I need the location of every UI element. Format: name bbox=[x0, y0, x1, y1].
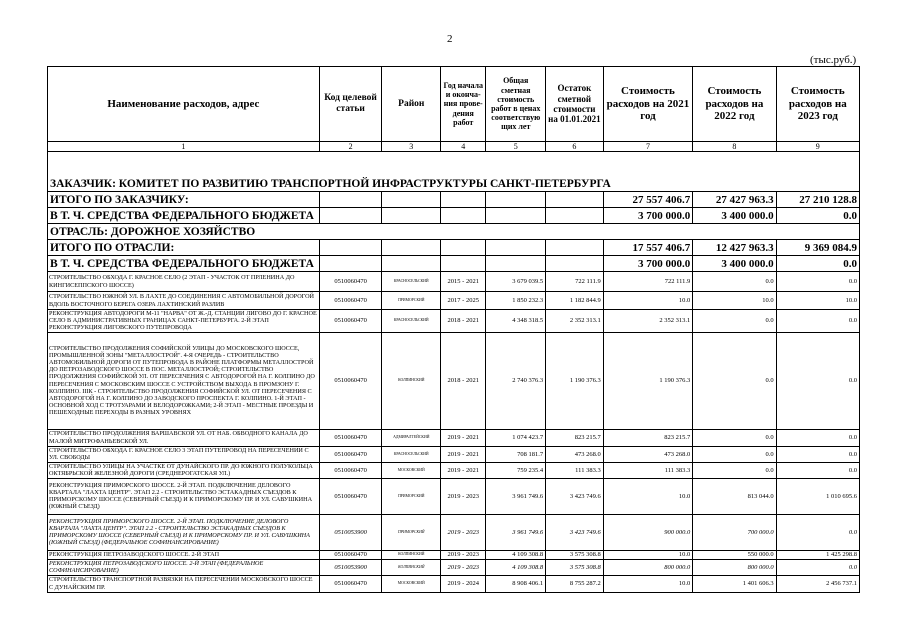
section-row bbox=[48, 176, 860, 192]
row-district: КРАСНОСЕЛЬСКИЙ bbox=[382, 272, 441, 292]
col-index: 5 bbox=[486, 142, 546, 152]
row-total-cost: 708 181.7 bbox=[486, 446, 546, 462]
section-y2023-value: 27 210 128.8 bbox=[776, 192, 859, 208]
page-number: 2 bbox=[447, 33, 453, 45]
row-cost-2021: 722 111.9 bbox=[603, 272, 693, 292]
row-name: РЕКОНСТРУКЦИЯ АВТОДОРОГИ М-11 "НАРВА" ОТ Ж.-Д. СТАНЦИИ ЛИГОВО ДО Г. КРАСНОЕ СЕЛО В АДМИНИСТРАТИВНЫХ ГРАНИЦАХ САНКТ-ПЕТЕРБУРГА. 2-Й ЭТАП РЕКОНСТРУКЦИЯ ЛИГОВСКОГО ПУТЕПРОВОДА bbox=[48, 310, 320, 333]
row-years: 2015 - 2021 bbox=[441, 272, 486, 292]
row-code: 0510060470 bbox=[319, 478, 382, 514]
section-y2021-value: 17 557 406.7 bbox=[603, 240, 693, 256]
row-cost-2023: 0.0 bbox=[776, 514, 859, 550]
row-cost-2022: 0.0 bbox=[693, 429, 776, 446]
row-cost-2022: 0.0 bbox=[693, 310, 776, 333]
section-y2021-value: 3 700 000.0 bbox=[603, 256, 693, 272]
table-row bbox=[48, 429, 860, 446]
row-district: КРАСНОСЕЛЬСКИЙ bbox=[382, 446, 441, 462]
row-district: ПРИМОРСКИЙ bbox=[382, 514, 441, 550]
row-remaining-cost: 1 190 376.3 bbox=[546, 332, 604, 429]
header-remain: Остаток сметной стоимости на 01.01.2021 bbox=[546, 67, 604, 142]
empty-cell bbox=[486, 240, 546, 256]
row-total-cost: 2 740 376.3 bbox=[486, 332, 546, 429]
empty-cell bbox=[546, 192, 604, 208]
row-name: СТРОИТЕЛЬСТВО УЛИЦЫ НА УЧАСТКЕ ОТ ДУНАЙСКОГО ПР. ДО ЮЖНОГО ПОЛУКОЛЬЦА ОКТЯБРЬСКОЙ ЖЕЛЕЗНОЙ ДОРОГИ (СРЕДНЕРОГАТСКАЯ УЛ.) bbox=[48, 462, 320, 478]
section-y2022-value: 3 400 000.0 bbox=[693, 256, 776, 272]
section-row bbox=[48, 256, 860, 272]
empty-cell bbox=[319, 256, 382, 272]
row-years: 2019 - 2021 bbox=[441, 429, 486, 446]
section-y2023-value: 0.0 bbox=[776, 256, 859, 272]
empty-cell bbox=[319, 208, 382, 224]
row-cost-2023: 1 010 695.6 bbox=[776, 478, 859, 514]
row-remaining-cost: 3 423 749.6 bbox=[546, 514, 604, 550]
row-years: 2018 - 2021 bbox=[441, 310, 486, 333]
row-district: КОЛПИНСКИЙ bbox=[382, 550, 441, 559]
table-row bbox=[48, 575, 860, 592]
row-years: 2019 - 2023 bbox=[441, 550, 486, 559]
header-2021: Стоимость расходов на 2021 год bbox=[603, 67, 693, 142]
row-cost-2023: 0.0 bbox=[776, 272, 859, 292]
row-total-cost: 4 348 318.5 bbox=[486, 310, 546, 333]
table-row bbox=[48, 332, 860, 429]
row-name: СТРОИТЕЛЬСТВО ПРОДОЛЖЕНИЯ ВАРШАВСКОЙ УЛ. ОТ НАБ. ОБВОДНОГО КАНАЛА ДО МАЛОЙ МИТРОФАНЬЕВСКОЙ УЛ. bbox=[48, 429, 320, 446]
section-label: ЗАКАЗЧИК: КОМИТЕТ ПО РАЗВИТИЮ ТРАНСПОРТНОЙ ИНФРАСТРУКТУРЫ САНКТ-ПЕТЕРБУРГА bbox=[48, 176, 860, 192]
empty-cell bbox=[382, 192, 441, 208]
section-y2022-value: 12 427 963.3 bbox=[693, 240, 776, 256]
empty-cell bbox=[382, 208, 441, 224]
section-label: ИТОГО ПО ОТРАСЛИ: bbox=[48, 240, 320, 256]
table-row bbox=[48, 292, 860, 310]
table-row bbox=[48, 310, 860, 333]
row-code: 0510060470 bbox=[319, 332, 382, 429]
row-cost-2021: 10.0 bbox=[603, 575, 693, 592]
row-years: 2018 - 2021 bbox=[441, 332, 486, 429]
row-district: КРАСНОСЕЛЬСКИЙ bbox=[382, 310, 441, 333]
row-total-cost: 4 109 308.8 bbox=[486, 559, 546, 575]
row-district: АДМИРАЛТЕЙСКИЙ bbox=[382, 429, 441, 446]
section-row bbox=[48, 208, 860, 224]
section-label: ИТОГО ПО ЗАКАЗЧИКУ: bbox=[48, 192, 320, 208]
empty-cell bbox=[382, 256, 441, 272]
col-index: 3 bbox=[382, 142, 441, 152]
empty-cell bbox=[319, 192, 382, 208]
row-district: МОСКОВСКИЙ bbox=[382, 575, 441, 592]
row-remaining-cost: 3 575 308.8 bbox=[546, 550, 604, 559]
row-name: РЕКОНСТРУКЦИЯ ПЕТРОЗАВОДСКОГО ШОССЕ. 2-Й ЭТАП bbox=[48, 550, 320, 559]
col-index: 6 bbox=[546, 142, 604, 152]
row-remaining-cost: 2 352 313.1 bbox=[546, 310, 604, 333]
row-code: 0510053900 bbox=[319, 559, 382, 575]
empty-cell bbox=[441, 256, 486, 272]
row-cost-2022: 700 000.0 bbox=[693, 514, 776, 550]
row-cost-2021: 900 000.0 bbox=[603, 514, 693, 550]
row-district: КОЛПИНСКИЙ bbox=[382, 559, 441, 575]
row-remaining-cost: 8 755 287.2 bbox=[546, 575, 604, 592]
section-y2023-value: 0.0 bbox=[776, 208, 859, 224]
row-cost-2021: 473 268.0 bbox=[603, 446, 693, 462]
row-remaining-cost: 3 575 308.8 bbox=[546, 559, 604, 575]
header-code: Код целевой статьи bbox=[319, 67, 382, 142]
table-row bbox=[48, 462, 860, 478]
col-index: 8 bbox=[693, 142, 776, 152]
section-label: В Т. Ч. СРЕДСТВА ФЕДЕРАЛЬНОГО БЮДЖЕТА bbox=[48, 208, 320, 224]
header-years: Год начала и оконча-ния прове-дения работ bbox=[441, 67, 486, 142]
row-cost-2023: 10.0 bbox=[776, 292, 859, 310]
empty-cell bbox=[441, 208, 486, 224]
section-row bbox=[48, 192, 860, 208]
row-remaining-cost: 1 182 844.9 bbox=[546, 292, 604, 310]
row-cost-2023: 2 456 737.1 bbox=[776, 575, 859, 592]
section-y2021-value: 3 700 000.0 bbox=[603, 208, 693, 224]
row-code: 0510060470 bbox=[319, 272, 382, 292]
header-name: Наименование расходов, адрес bbox=[48, 67, 320, 142]
row-district: ПРИМОРСКИЙ bbox=[382, 478, 441, 514]
row-cost-2022: 0.0 bbox=[693, 332, 776, 429]
row-remaining-cost: 823 215.7 bbox=[546, 429, 604, 446]
row-total-cost: 1 074 423.7 bbox=[486, 429, 546, 446]
row-cost-2023: 0.0 bbox=[776, 559, 859, 575]
row-cost-2022: 550 000.0 bbox=[693, 550, 776, 559]
row-remaining-cost: 111 383.3 bbox=[546, 462, 604, 478]
row-remaining-cost: 473 268.0 bbox=[546, 446, 604, 462]
empty-cell bbox=[441, 192, 486, 208]
empty-cell bbox=[546, 208, 604, 224]
empty-cell bbox=[486, 208, 546, 224]
header-2022: Стоимость расходов на 2022 год bbox=[693, 67, 776, 142]
empty-cell bbox=[319, 240, 382, 256]
row-total-cost: 4 109 308.8 bbox=[486, 550, 546, 559]
empty-cell bbox=[486, 256, 546, 272]
col-index: 9 bbox=[776, 142, 859, 152]
row-name: СТРОИТЕЛЬСТВО ОБХОДА Г. КРАСНОЕ СЕЛО (2 ЭТАП - УЧАСТОК ОТ ПРЛЕНИНА ДО КИНГИСЕППСКОГО ШОССЕ) bbox=[48, 272, 320, 292]
section-y2023-value: 9 369 084.9 bbox=[776, 240, 859, 256]
table-row bbox=[48, 478, 860, 514]
empty-cell bbox=[546, 240, 604, 256]
row-years: 2019 - 2024 bbox=[441, 575, 486, 592]
row-cost-2021: 111 383.3 bbox=[603, 462, 693, 478]
header-district: Район bbox=[382, 67, 441, 142]
row-cost-2022: 1 401 606.3 bbox=[693, 575, 776, 592]
row-years: 2019 - 2021 bbox=[441, 446, 486, 462]
row-cost-2023: 0.0 bbox=[776, 462, 859, 478]
section-y2021-value: 27 557 406.7 bbox=[603, 192, 693, 208]
section-y2022-value: 27 427 963.3 bbox=[693, 192, 776, 208]
table-row bbox=[48, 559, 860, 575]
row-name: СТРОИТЕЛЬСТВО ЮЖНОЙ УЛ. В ЛАХТЕ ДО СОЕДИНЕНИЯ С АВТОМОБИЛЬНОЙ ДОРОГОЙ ВДОЛЬ ВОСТОЧНОГО БЕРЕГА ОЗЕРА ЛАХТИНСКИЙ РАЗЛИВ bbox=[48, 292, 320, 310]
column-index-row bbox=[48, 142, 860, 152]
row-cost-2021: 800 000.0 bbox=[603, 559, 693, 575]
row-total-cost: 759 235.4 bbox=[486, 462, 546, 478]
row-cost-2023: 0.0 bbox=[776, 429, 859, 446]
section-y2022-value: 3 400 000.0 bbox=[693, 208, 776, 224]
empty-cell bbox=[486, 192, 546, 208]
row-cost-2023: 0.0 bbox=[776, 446, 859, 462]
row-district: ПРИМОРСКИЙ bbox=[382, 292, 441, 310]
table-row bbox=[48, 272, 860, 292]
row-cost-2021: 10.0 bbox=[603, 550, 693, 559]
row-cost-2021: 10.0 bbox=[603, 478, 693, 514]
empty-cell bbox=[382, 240, 441, 256]
row-name: РЕКОНСТРУКЦИЯ ПЕТРОЗАВОДСКОГО ШОССЕ. 2-Й ЭТАП (ФЕДЕРАЛЬНОЕ СОФИНАНСИРОВАНИЕ) bbox=[48, 559, 320, 575]
row-years: 2019 - 2023 bbox=[441, 514, 486, 550]
section-row bbox=[48, 224, 860, 240]
row-years: 2019 - 2021 bbox=[441, 462, 486, 478]
row-total-cost: 3 961 749.6 bbox=[486, 514, 546, 550]
row-cost-2023: 1 425 298.8 bbox=[776, 550, 859, 559]
units-label: (тыс.руб.) bbox=[810, 54, 857, 66]
empty-cell bbox=[441, 240, 486, 256]
row-remaining-cost: 3 423 749.6 bbox=[546, 478, 604, 514]
section-label: ОТРАСЛЬ: ДОРОЖНОЕ ХОЗЯЙСТВО bbox=[48, 224, 860, 240]
row-years: 2017 - 2025 bbox=[441, 292, 486, 310]
col-index: 7 bbox=[603, 142, 693, 152]
row-code: 0510060470 bbox=[319, 550, 382, 559]
row-district: КОЛПИНСКИЙ bbox=[382, 332, 441, 429]
row-remaining-cost: 722 111.9 bbox=[546, 272, 604, 292]
row-cost-2023: 0.0 bbox=[776, 332, 859, 429]
col-index: 2 bbox=[319, 142, 382, 152]
row-total-cost: 1 850 232.3 bbox=[486, 292, 546, 310]
row-name: РЕКОНСТРУКЦИЯ ПРИМОРСКОГО ШОССЕ. 2-Й ЭТАП. ПОДКЛЮЧЕНИЕ ДЕЛОВОГО КВАРТАЛА "ЛАХТА ЦЕНТР". ЭТАП 2.2 - СТРОИТЕЛЬСТВО ЭСТАКАДНЫХ СЪЕЗДОВ К ПРИМОРСКОМУ ШОССЕ (СЕВЕРНЫЙ СЪЕЗД) И К ПРИМОРСКОМУ ПР. И УЛ. САВУШКИНА (ЮЖНЫЙ СЪЕЗД) bbox=[48, 478, 320, 514]
row-cost-2023: 0.0 bbox=[776, 310, 859, 333]
row-years: 2019 - 2023 bbox=[441, 559, 486, 575]
row-code: 0510060470 bbox=[319, 429, 382, 446]
row-cost-2021: 10.0 bbox=[603, 292, 693, 310]
row-code: 0510060470 bbox=[319, 462, 382, 478]
row-code: 0510060470 bbox=[319, 292, 382, 310]
row-cost-2022: 813 044.0 bbox=[693, 478, 776, 514]
empty-cell bbox=[546, 256, 604, 272]
row-cost-2022: 0.0 bbox=[693, 272, 776, 292]
row-district: МОСКОВСКИЙ bbox=[382, 462, 441, 478]
spacer-row bbox=[48, 152, 860, 177]
table-row bbox=[48, 446, 860, 462]
row-name: СТРОИТЕЛЬСТВО ОБХОДА Г. КРАСНОЕ СЕЛО 3 ЭТАП ПУТЕПРОВОД НА ПЕРЕСЕЧЕНИИ С УЛ. СВОБОДЫ bbox=[48, 446, 320, 462]
header-2023: Стоимость расходов на 2023 год bbox=[776, 67, 859, 142]
row-total-cost: 3 679 039.5 bbox=[486, 272, 546, 292]
row-years: 2019 - 2023 bbox=[441, 478, 486, 514]
row-cost-2021: 823 215.7 bbox=[603, 429, 693, 446]
table-row bbox=[48, 550, 860, 559]
row-total-cost: 3 961 749.6 bbox=[486, 478, 546, 514]
row-name: РЕКОНСТРУКЦИЯ ПРИМОРСКОГО ШОССЕ. 2-Й ЭТАП. ПОДКЛЮЧЕНИЕ ДЕЛОВОГО КВАРТАЛА "ЛАХТА ЦЕНТР". ЭТАП 2.2 - СТРОИТЕЛЬСТВО ЭСТАКАДНЫХ СЪЕЗДОВ К ПРИМОРСКОМУ ШОССЕ (СЕВЕРНЫЙ СЪЕЗД) И К ПРИМОРСКОМУ ПР. И УЛ. САВУШКИНА (ЮЖНЫЙ СЪЕЗД) (ФЕДЕРАЛЬНОЕ СОФИНАНСИРОВАНИЕ) bbox=[48, 514, 320, 550]
section-row bbox=[48, 240, 860, 256]
row-cost-2021: 2 352 313.1 bbox=[603, 310, 693, 333]
col-index: 4 bbox=[441, 142, 486, 152]
header-total: Общая сметная стоимость работ в ценах соответствую щих лет bbox=[486, 67, 546, 142]
budget-table bbox=[47, 66, 860, 593]
table-row bbox=[48, 514, 860, 550]
row-cost-2022: 10.0 bbox=[693, 292, 776, 310]
row-cost-2021: 1 190 376.3 bbox=[603, 332, 693, 429]
header-row bbox=[48, 67, 860, 142]
row-cost-2022: 0.0 bbox=[693, 462, 776, 478]
row-code: 0510053900 bbox=[319, 514, 382, 550]
row-code: 0510060470 bbox=[319, 575, 382, 592]
row-total-cost: 8 908 406.1 bbox=[486, 575, 546, 592]
row-cost-2022: 800 000.0 bbox=[693, 559, 776, 575]
row-code: 0510060470 bbox=[319, 310, 382, 333]
row-cost-2022: 0.0 bbox=[693, 446, 776, 462]
row-code: 0510060470 bbox=[319, 446, 382, 462]
row-name: СТРОИТЕЛЬСТВО ПРОДОЛЖЕНИЯ СОФИЙСКОЙ УЛИЦЫ ДО МОСКОВСКОГО ШОССЕ, ПРОМЫШЛЕННОЙ ЗОНЫ "МЕТАЛЛОСТРОЙ". 4-Я ОЧЕРЕДЬ - СТРОИТЕЛЬСТВО АВТОМОБИЛЬНОЙ ДОРОГИ ОТ ПУТЕПРОВОДА В РАЙОНЕ ПЛАТФОРМЫ МЕТАЛЛОСТРОЙ ДО ПЕТРОЗАВОДСКОГО ШОССЕ В ПОС. МЕТАЛЛОСТРОЙ; СТРОИТЕЛЬСТВО ПРОДОЛЖЕНИЯ СОФИЙСКОЙ УЛ. ОТ ПЕРЕСЕЧЕНИЯ С АВТОДОРОГОЙ НА Г. КОЛПИНО ДО ПЕРЕСЕЧЕНИЯ С МОСКОВСКИМ ШОССЕ С УСТРОЙСТВОМ ВЫХОДА В ПРОМЗОНУ Г. КОЛПИНО. IIIК - СТРОИТЕЛЬСТВО ПРОДОЛЖЕНИЯ СОФИЙСКОЙ УЛ. ОТ ПЕРЕСЕЧЕНИЯ С АВТОДОРОГОЙ НА Г. КОЛПИНО ДО ЗАВОДСКОГО ПРОСПЕКТА Г. КОЛПИНО. 1-Й ЭТАП - ОСНОВНОЙ ХОД С ТРОТУАРАМИ И ВЕЛОДОРОЖКАМИ; 2-Й ЭТАП - МЕСТНЫЕ ПРОЕЗДЫ И ПЕШЕХОДНЫЕ ПЕРЕХОДЫ В РАЗНЫХ УРОВНЯХ bbox=[48, 332, 320, 429]
section-label: В Т. Ч. СРЕДСТВА ФЕДЕРАЛЬНОГО БЮДЖЕТА bbox=[48, 256, 320, 272]
col-index: 1 bbox=[48, 142, 320, 152]
row-name: СТРОИТЕЛЬСТВО ТРАНСПОРТНОЙ РАЗВЯЗКИ НА ПЕРЕСЕЧЕНИИ МОСКОВСКОГО ШОССЕ С ДУНАЙСКИМ ПР. bbox=[48, 575, 320, 592]
